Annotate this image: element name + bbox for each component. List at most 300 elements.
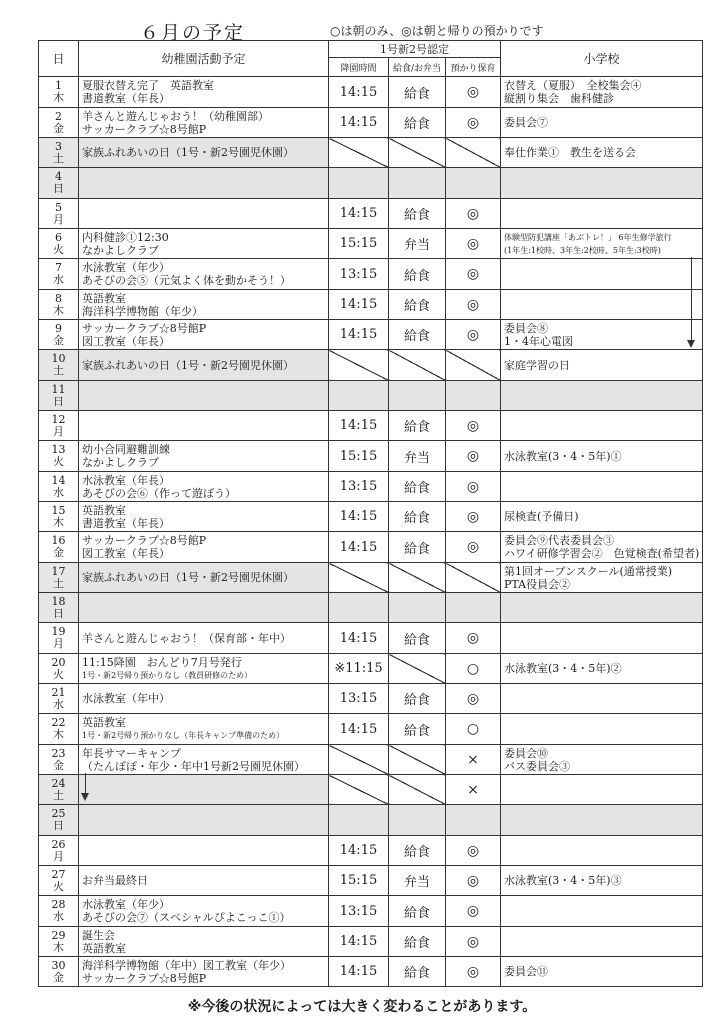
care-cell: ◎ xyxy=(446,836,501,866)
weekday: 土 xyxy=(53,151,64,165)
table-row xyxy=(39,350,703,381)
table-row xyxy=(39,866,703,896)
activity-line: 書道教室（年長） xyxy=(82,516,170,530)
pickup-time-cell xyxy=(329,593,389,623)
activity-line: 1号・新2号帰り預かりなし（教員研修のため） xyxy=(82,670,253,680)
day-number: 13 xyxy=(51,443,66,456)
date-cell xyxy=(39,381,79,411)
school-cell xyxy=(501,441,703,472)
day-number: 21 xyxy=(51,685,66,699)
meal-cell: 弁当 xyxy=(389,866,446,896)
day-number: 14 xyxy=(51,473,66,487)
activity-line: 家族ふれあいの日（1号・新2号園児休園） xyxy=(82,358,294,372)
meal-cell xyxy=(389,775,446,805)
school-cell xyxy=(501,532,703,563)
day-number: 15 xyxy=(51,503,66,517)
meal-cell: 給食 xyxy=(389,199,446,229)
schedule-table xyxy=(38,40,703,987)
pickup-time-cell xyxy=(329,745,389,775)
school-cell xyxy=(501,229,703,259)
care-cell: ◎ xyxy=(446,532,501,563)
pickup-time-cell: 13:15 xyxy=(329,684,389,714)
table-row xyxy=(39,896,703,927)
day-number: 30 xyxy=(51,958,66,972)
day-number: 23 xyxy=(51,746,66,760)
weekday: 火 xyxy=(53,455,64,468)
weekday: 木 xyxy=(53,91,64,104)
table-row xyxy=(39,775,703,805)
care-cell: × xyxy=(446,775,501,805)
school-line: 1・4年心電図 xyxy=(504,334,574,348)
day-number: 7 xyxy=(55,261,62,274)
school-arrow-line xyxy=(691,257,692,342)
care-cell xyxy=(446,168,501,199)
activity-cell xyxy=(79,805,329,836)
meal-cell: 給食 xyxy=(389,411,446,441)
activity-cell xyxy=(79,775,329,805)
activity-cell xyxy=(79,229,329,259)
weekday: 木 xyxy=(53,515,64,529)
activity-line: 図工教室（年長） xyxy=(82,334,170,348)
meal-cell: 給食 xyxy=(389,836,446,866)
care-cell: ◎ xyxy=(446,684,501,714)
school-cell xyxy=(501,805,703,836)
meal-cell xyxy=(389,563,446,593)
care-cell xyxy=(446,563,501,593)
date-cell xyxy=(39,745,79,775)
date-cell xyxy=(39,350,79,381)
school-line: 衣替え（夏服） 全校集会④ xyxy=(504,79,642,92)
activity-line: あそびの会⑦（スペシャルぴよこっこ①） xyxy=(82,911,291,924)
activity-line: 水泳教室（年少） xyxy=(82,261,170,274)
activity-line: サッカークラブ☆8号館P xyxy=(82,122,207,136)
weekday: 金 xyxy=(53,970,64,984)
activity-line: 水泳教室（年少） xyxy=(82,898,170,911)
day-number: 16 xyxy=(51,534,66,547)
weekday: 月 xyxy=(53,849,64,863)
activity-line: 英語教室 xyxy=(82,503,126,517)
school-cell xyxy=(501,381,703,411)
pickup-time-cell: 14:15 xyxy=(329,320,389,350)
date-cell xyxy=(39,320,79,350)
care-cell: ◎ xyxy=(446,320,501,350)
meal-cell xyxy=(389,593,446,623)
activity-arrow-arrowhead-icon xyxy=(81,793,89,801)
activity-cell xyxy=(79,623,329,654)
activity-cell xyxy=(79,836,329,866)
weekday: 金 xyxy=(53,333,64,347)
school-line: 奉仕作業① 教生を送る会 xyxy=(504,146,637,159)
school-line: 委員会⑧ xyxy=(504,321,549,335)
date-cell xyxy=(39,654,79,684)
day-number: 5 xyxy=(55,200,62,214)
school-line: 水泳教室(3・4・5年)① xyxy=(504,449,622,463)
school-cell xyxy=(501,896,703,927)
meal-cell xyxy=(389,350,446,381)
activity-cell xyxy=(79,168,329,199)
activity-arrow-line xyxy=(85,773,86,795)
date-cell xyxy=(39,866,79,896)
school-line: 委員会⑩ xyxy=(504,746,549,760)
activity-cell xyxy=(79,684,329,714)
care-cell xyxy=(446,381,501,411)
footer-note: ※今後の状況によっては大きく変わることがあります。 xyxy=(187,999,537,1015)
weekday: 火 xyxy=(53,242,64,256)
meal-cell: 給食 xyxy=(389,320,446,350)
care-cell: ◎ xyxy=(446,108,501,138)
pickup-time-cell: 14:15 xyxy=(329,714,389,745)
weekday: 月 xyxy=(53,424,64,438)
weekday: 木 xyxy=(53,940,64,954)
activity-line: 羊さんと遊んじゃおう！（保育部・年中） xyxy=(82,631,291,645)
date-cell xyxy=(39,259,79,290)
care-cell: ◎ xyxy=(446,77,501,108)
date-cell xyxy=(39,138,79,168)
date-cell xyxy=(39,411,79,441)
care-cell: ◎ xyxy=(446,472,501,502)
date-cell xyxy=(39,290,79,320)
weekday: 木 xyxy=(53,303,64,317)
pickup-time-cell: 15:15 xyxy=(329,441,389,472)
activity-line: 年長サマーキャンプ xyxy=(82,746,181,760)
meal-cell: 給食 xyxy=(389,502,446,532)
activity-line: 誕生会 xyxy=(82,928,115,942)
activity-cell xyxy=(79,896,329,927)
header-day: 日 xyxy=(39,41,79,77)
table-row xyxy=(39,805,703,836)
activity-cell xyxy=(79,199,329,229)
pickup-time-cell: 14:15 xyxy=(329,836,389,866)
meal-cell xyxy=(389,138,446,168)
activity-line: 羊さんと遊んじゃおう！（幼稚園部） xyxy=(82,109,269,123)
date-cell xyxy=(39,714,79,745)
meal-cell: 給食 xyxy=(389,623,446,654)
pickup-time-cell: 15:15 xyxy=(329,229,389,259)
weekday: 水 xyxy=(53,273,64,286)
day-number: 25 xyxy=(51,807,66,820)
activity-cell xyxy=(79,927,329,957)
pickup-time-cell: 14:15 xyxy=(329,290,389,320)
care-cell: × xyxy=(446,745,501,775)
activity-cell xyxy=(79,77,329,108)
pickup-time-cell: 15:15 xyxy=(329,866,389,896)
activity-cell xyxy=(79,593,329,623)
meal-cell: 給食 xyxy=(389,684,446,714)
header-care: 預かり保育 xyxy=(446,58,501,77)
date-cell xyxy=(39,229,79,259)
table-row xyxy=(39,229,703,259)
school-line: 家庭学習の日 xyxy=(504,358,571,372)
pickup-time-cell: 13:15 xyxy=(329,896,389,927)
school-cell xyxy=(501,593,703,623)
header-group: 1号新2号認定 xyxy=(329,41,501,58)
day-number: 4 xyxy=(55,170,62,183)
date-cell xyxy=(39,957,79,987)
activity-cell xyxy=(79,472,329,502)
table-row xyxy=(39,623,703,654)
care-cell: ◎ xyxy=(446,229,501,259)
school-cell xyxy=(501,654,703,684)
activity-line: 11:15降園 おんどり7月号発行 xyxy=(82,655,242,669)
activity-line: 1号・新2号帰り預かりなし（年長キャンプ準備のため） xyxy=(82,731,285,740)
table-row xyxy=(39,654,703,684)
activity-cell xyxy=(79,320,329,350)
table-row xyxy=(39,320,703,350)
activity-line: 図工教室（年長） xyxy=(82,547,170,560)
activity-cell xyxy=(79,441,329,472)
day-number: 22 xyxy=(51,716,66,729)
table-row xyxy=(39,290,703,320)
table-row xyxy=(39,168,703,199)
care-cell: ◎ xyxy=(446,927,501,957)
school-cell xyxy=(501,472,703,502)
school-line: 体験型防犯講座「あぶトレ！」 6年生修学旅行 xyxy=(504,232,672,242)
activity-line: 書道教室（年長） xyxy=(82,92,170,105)
weekday: 火 xyxy=(53,879,64,893)
page-title: ６月の予定 xyxy=(140,22,246,44)
school-line: ハワイ研修学習会② 色覚検査(希望者) xyxy=(504,547,700,560)
day-number: 6 xyxy=(55,230,62,244)
pickup-time-cell: 14:15 xyxy=(329,623,389,654)
meal-cell xyxy=(389,168,446,199)
pickup-time-cell xyxy=(329,381,389,411)
pickup-time-cell xyxy=(329,563,389,593)
pickup-time-cell: ※11:15 xyxy=(329,654,389,684)
care-cell: ◎ xyxy=(446,623,501,654)
activity-cell xyxy=(79,138,329,168)
activity-line: なかよしクラブ xyxy=(82,243,159,257)
school-cell xyxy=(501,745,703,775)
activity-cell xyxy=(79,108,329,138)
meal-cell xyxy=(389,805,446,836)
care-cell xyxy=(446,593,501,623)
meal-cell: 給食 xyxy=(389,896,446,927)
day-number: 3 xyxy=(55,139,62,153)
day-number: 17 xyxy=(51,564,66,578)
table-row xyxy=(39,441,703,472)
date-cell xyxy=(39,563,79,593)
pickup-time-cell: 14:15 xyxy=(329,108,389,138)
day-number: 2 xyxy=(55,109,62,123)
care-cell: ◎ xyxy=(446,290,501,320)
day-number: 26 xyxy=(51,837,66,851)
care-cell: ◎ xyxy=(446,411,501,441)
school-cell xyxy=(501,927,703,957)
day-number: 18 xyxy=(51,594,66,608)
meal-cell: 給食 xyxy=(389,714,446,745)
activity-cell xyxy=(79,714,329,745)
day-number: 8 xyxy=(55,291,62,305)
school-line: 尿検査(予備日) xyxy=(504,510,579,523)
school-line: 水泳教室(3・4・5年)③ xyxy=(504,874,622,887)
school-line: 縦割り集会 歯科健診 xyxy=(504,92,615,105)
care-cell: ◎ xyxy=(446,441,501,472)
day-number: 11 xyxy=(51,382,66,396)
day-number: 10 xyxy=(51,352,66,365)
weekday: 木 xyxy=(53,728,64,741)
table-row xyxy=(39,381,703,411)
pickup-time-cell xyxy=(329,350,389,381)
table-row xyxy=(39,836,703,866)
weekday: 日 xyxy=(53,394,64,408)
school-cell xyxy=(501,259,703,290)
activity-line: 夏服衣替え完了 英語教室 xyxy=(82,79,214,92)
school-cell xyxy=(501,199,703,229)
table-row xyxy=(39,259,703,290)
care-cell: ○ xyxy=(446,714,501,745)
meal-cell xyxy=(389,381,446,411)
day-number: 9 xyxy=(55,321,62,335)
school-cell xyxy=(501,836,703,866)
date-cell xyxy=(39,593,79,623)
day-number: 12 xyxy=(51,412,66,426)
activity-line: 家族ふれあいの日（1号・新2号園児休園） xyxy=(82,146,294,159)
activity-line: 家族ふれあいの日（1号・新2号園児休園） xyxy=(82,571,294,584)
pickup-time-cell xyxy=(329,168,389,199)
care-cell: ○ xyxy=(446,654,501,684)
activity-cell xyxy=(79,563,329,593)
school-cell xyxy=(501,290,703,320)
header-activity: 幼稚園活動予定 xyxy=(79,41,329,77)
care-cell: ◎ xyxy=(446,866,501,896)
weekday: 金 xyxy=(53,758,64,772)
weekday: 土 xyxy=(53,364,64,377)
care-cell: ◎ xyxy=(446,896,501,927)
care-cell xyxy=(446,350,501,381)
meal-cell: 弁当 xyxy=(389,441,446,472)
care-cell xyxy=(446,805,501,836)
header-meal: 給食/お弁当 xyxy=(389,58,446,77)
day-number: 28 xyxy=(51,898,66,911)
meal-cell xyxy=(389,654,446,684)
pickup-time-cell: 14:15 xyxy=(329,927,389,957)
meal-cell: 弁当 xyxy=(389,229,446,259)
activity-line: サッカークラブ☆8号館P xyxy=(82,534,207,547)
table-row xyxy=(39,108,703,138)
care-cell: ◎ xyxy=(446,199,501,229)
activity-line: あそびの会⑤（元気よく体を動かそう！） xyxy=(82,274,291,287)
activity-line: （たんぽぽ・年少・年中1号新2号園児休園） xyxy=(82,759,305,773)
activity-cell xyxy=(79,381,329,411)
table-row xyxy=(39,411,703,441)
school-cell xyxy=(501,623,703,654)
school-cell xyxy=(501,138,703,168)
school-line: PTA役員会② xyxy=(504,577,571,591)
pickup-time-cell xyxy=(329,775,389,805)
weekday: 水 xyxy=(53,485,64,499)
table-row xyxy=(39,199,703,229)
pickup-time-cell: 14:15 xyxy=(329,411,389,441)
day-number: 27 xyxy=(51,867,66,881)
activity-line: 英語教室 xyxy=(82,716,126,729)
table-row xyxy=(39,745,703,775)
activity-line: あそびの会⑥（作って遊ぼう） xyxy=(82,486,236,500)
school-cell xyxy=(501,775,703,805)
school-cell xyxy=(501,714,703,745)
table-row xyxy=(39,502,703,532)
pickup-time-cell: 13:15 xyxy=(329,472,389,502)
meal-cell: 給食 xyxy=(389,472,446,502)
weekday: 水 xyxy=(53,697,64,711)
weekday: 金 xyxy=(53,121,64,135)
date-cell xyxy=(39,502,79,532)
activity-line: サッカークラブ☆8号館P xyxy=(82,971,207,985)
date-cell xyxy=(39,77,79,108)
school-arrow-arrowhead-icon xyxy=(687,340,695,348)
weekday: 火 xyxy=(53,667,64,681)
pickup-time-cell: 14:15 xyxy=(329,957,389,987)
school-cell xyxy=(501,411,703,441)
school-cell xyxy=(501,350,703,381)
day-number: 20 xyxy=(51,655,66,669)
care-cell: ◎ xyxy=(446,957,501,987)
table-row xyxy=(39,927,703,957)
activity-line: 内科健診①12:30 xyxy=(82,230,169,244)
school-cell xyxy=(501,866,703,896)
header-school: 小学校 xyxy=(501,41,703,77)
table-row xyxy=(39,684,703,714)
legend-text: ○は朝のみ、◎は朝と帰りの預かりです xyxy=(330,24,544,38)
activity-cell xyxy=(79,411,329,441)
activity-cell xyxy=(79,654,329,684)
day-number: 24 xyxy=(51,776,66,790)
pickup-time-cell xyxy=(329,138,389,168)
table-row xyxy=(39,563,703,593)
table-row xyxy=(39,472,703,502)
weekday: 日 xyxy=(53,182,64,195)
day-number: 1 xyxy=(55,79,62,92)
table-row xyxy=(39,957,703,987)
activity-line: 英語教室 xyxy=(82,291,126,305)
date-cell xyxy=(39,441,79,472)
school-line: (1年生:1校時、3年生:2校時、5年生:3校時) xyxy=(504,245,661,255)
activity-cell xyxy=(79,259,329,290)
date-cell xyxy=(39,805,79,836)
weekday: 土 xyxy=(53,576,64,590)
date-cell xyxy=(39,684,79,714)
activity-cell xyxy=(79,350,329,381)
meal-cell: 給食 xyxy=(389,957,446,987)
activity-line: 海洋科学博物館（年少） xyxy=(82,304,203,318)
activity-line: 水泳教室（年長） xyxy=(82,473,170,487)
activity-line: 海洋科学博物館（年中）図工教室（年少） xyxy=(82,958,291,972)
header-pickup: 降園時間 xyxy=(329,58,389,77)
meal-cell: 給食 xyxy=(389,108,446,138)
activity-cell xyxy=(79,502,329,532)
care-cell: ◎ xyxy=(446,259,501,290)
pickup-time-cell: 13:15 xyxy=(329,259,389,290)
meal-cell: 給食 xyxy=(389,290,446,320)
school-line: バス委員会③ xyxy=(504,759,571,773)
weekday: 日 xyxy=(53,819,64,832)
school-cell xyxy=(501,77,703,108)
meal-cell xyxy=(389,745,446,775)
school-line: 第1回オープンスクール(通常授業) xyxy=(504,564,673,578)
activity-cell xyxy=(79,532,329,563)
activity-line: サッカークラブ☆8号館P xyxy=(82,321,207,335)
meal-cell: 給食 xyxy=(389,77,446,108)
table-row xyxy=(39,714,703,745)
school-cell xyxy=(501,502,703,532)
table-row xyxy=(39,532,703,563)
table-row xyxy=(39,77,703,108)
date-cell xyxy=(39,623,79,654)
pickup-time-cell: 14:15 xyxy=(329,199,389,229)
activity-line: 幼小合同避難訓練 xyxy=(82,443,170,456)
pickup-time-cell: 14:15 xyxy=(329,532,389,563)
date-cell xyxy=(39,896,79,927)
school-cell xyxy=(501,320,703,350)
